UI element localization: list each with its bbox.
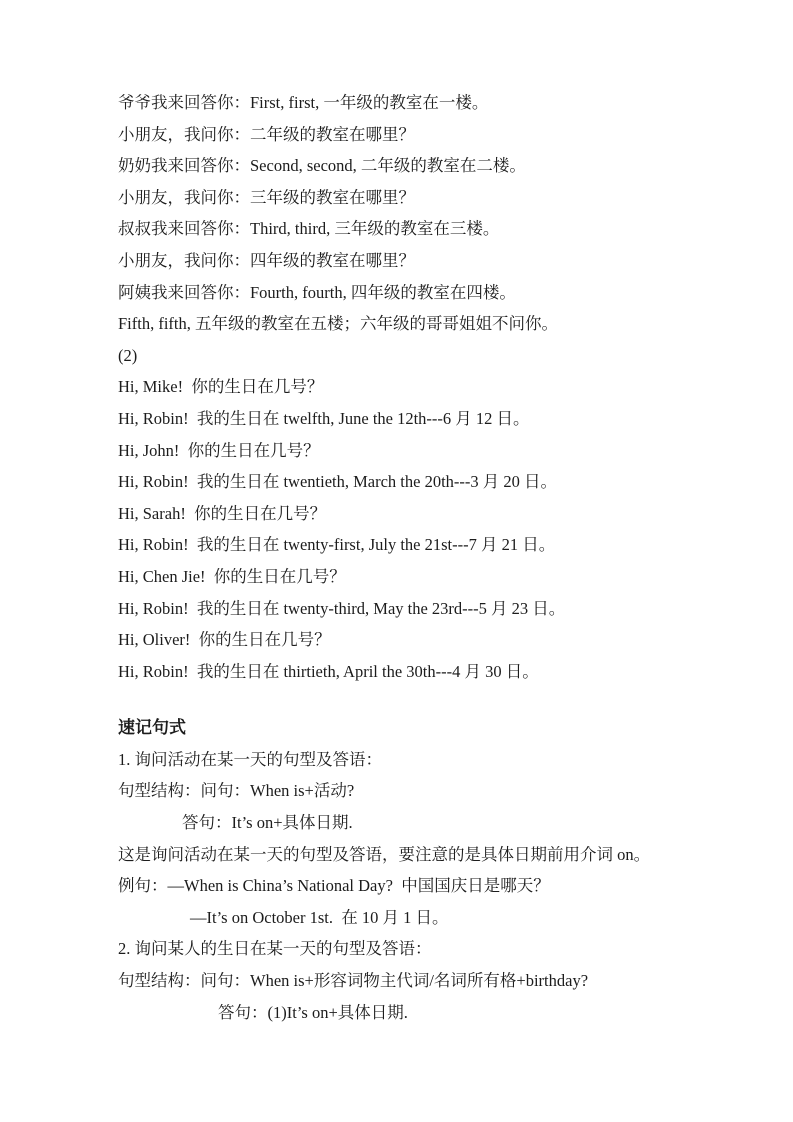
chant-line: 爷爷我来回答你：First, first, 一年级的教室在一楼。 <box>118 93 489 112</box>
notes-line-answer: 答句：(1)It’s on+具体日期. <box>218 1002 408 1022</box>
chant-line: Hi, John! 你的生日在几号？ <box>118 440 320 460</box>
chant-part-label: (2) <box>118 345 138 365</box>
notes-line: 2. 询问某人的生日在某一天的句型及答语： <box>118 939 432 959</box>
chant-line: Hi, Robin! 我的生日在 twelfth, June the 12th---6 月 12 日。 <box>118 408 530 428</box>
chant-line: Hi, Sarah! 你的生日在几号？ <box>118 503 327 523</box>
chant-line: 小朋友，我问你：四年级的教室在哪里？ <box>118 250 415 270</box>
chant-line: 阿姨我来回答你：Fourth, fourth, 四年级的教室在四楼。 <box>118 282 516 302</box>
chant-line: Hi, Chen Jie! 你的生日在几号？ <box>118 566 346 586</box>
chant-line: 奶奶我来回答你：Second, second, 二年级的教室在二楼。 <box>118 156 526 176</box>
chant-line: 小朋友，我问你：三年级的教室在哪里？ <box>118 187 415 207</box>
notes-line-answer: 答句：It’s on+具体日期. <box>182 813 353 833</box>
notes-line: 句型结构：问句：When is+活动? <box>118 781 355 801</box>
chant-line: Hi, Robin! 我的生日在 twenty-first, July the 21st---7 月 21 日。 <box>118 535 556 555</box>
chant-line: 小朋友，我问你：二年级的教室在哪里？ <box>118 124 415 144</box>
chant-line: Fifth, fifth, 五年级的教室在五楼；六年级的哥哥姐姐不问你。 <box>118 314 558 334</box>
section-heading: 速记句式 <box>118 718 186 738</box>
notes-line: 这是询问活动在某一天的句型及答语，要注意的是具体日期前用介词 on。 <box>118 844 651 864</box>
notes-line: 1. 询问活动在某一天的句型及答语： <box>118 749 382 769</box>
chant-line: Hi, Mike! 你的生日在几号？ <box>118 377 324 397</box>
chant-line: Hi, Robin! 我的生日在 thirtieth, April the 30th---4 月 30 日。 <box>118 661 539 681</box>
notes-line: 句型结构：问句：When is+形容词物主代词/名词所有格+birthday? <box>118 971 589 991</box>
chant-line: 叔叔我来回答你：Third, third, 三年级的教室在三楼。 <box>118 219 500 239</box>
notes-line-example: 例句：—When is China’s National Day? 中国国庆日是哪天？ <box>118 876 550 896</box>
chant-line: Hi, Oliver! 你的生日在几号？ <box>118 630 331 650</box>
document-page <box>118 87 680 1028</box>
notes-line-example-answer: —It’s on October 1st. 在 10 月 1 日。 <box>190 907 449 927</box>
chant-line: Hi, Robin! 我的生日在 twentieth, March the 20th---3 月 20 日。 <box>118 472 558 492</box>
chant-line: Hi, Robin! 我的生日在 twenty-third, May the 23rd---5 月 23 日。 <box>118 598 566 618</box>
